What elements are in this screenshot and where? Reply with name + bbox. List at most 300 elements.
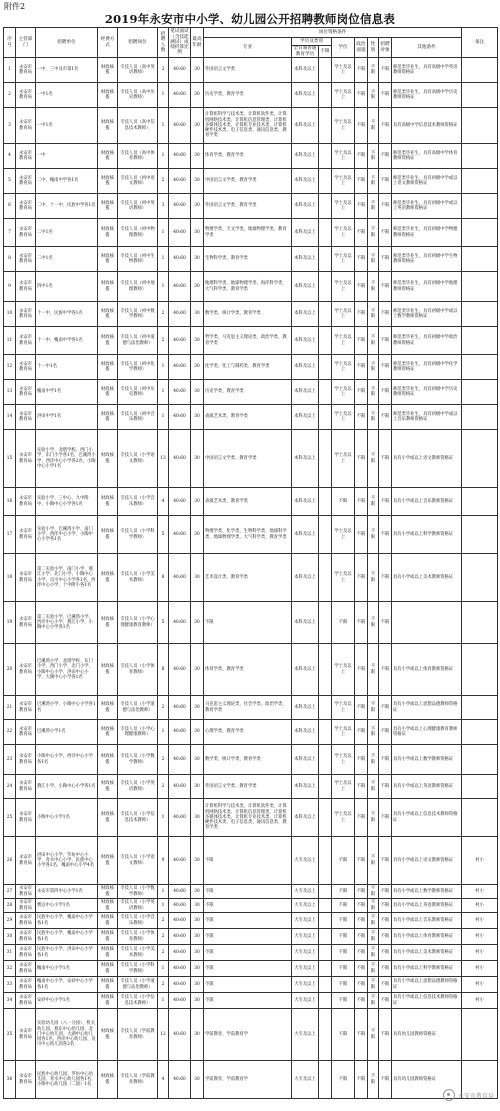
cell-unlimited [319,554,332,602]
cell-political: 不限 [355,745,368,775]
cell-fulltime-edu: 本科及以上 [292,58,319,83]
cell-ratio: 40:60 [169,488,191,516]
header-funding: 经费方式 [98,28,118,58]
cell-remark: 村小 [462,977,498,993]
cell-count: 1 [158,247,169,272]
cell-target: 不限 [379,516,392,554]
cell-fulltime-edu: 本科及以上 [292,720,319,745]
cell-remark [462,644,498,696]
cell-dept: 永安市教育局 [16,775,36,799]
cell-political: 不限 [355,993,368,1009]
cell-dept: 永安市教育局 [16,488,36,516]
cell-position: 专技人员（初中道德与法治教师） [118,327,158,355]
cell-unit: 十一中1名 [36,355,98,380]
header-unlimited: 不限 [319,46,332,58]
cell-major: 不限 [204,899,292,913]
cell-ratio: 40:60 [169,58,191,83]
cell-unit: 十一中、民族中学各1名 [36,302,98,327]
cell-unlimited [319,405,332,430]
cell-max-age: 30 [191,961,204,977]
cell-dept: 永安市教育局 [16,602,36,644]
cell-seq: 31 [4,945,16,961]
cell-funding: 财政核拨 [98,1061,118,1099]
cell-other: 师范类毕业生，具有初级中学生物教师资格证 [392,247,462,272]
cell-degree: 不限 [332,1061,355,1099]
positions-table [3,27,498,1099]
cell-major: 不限 [204,913,292,929]
cell-fulltime-edu: 大专及以上 [292,961,319,977]
cell-remark [462,108,498,144]
cell-ratio: 40:60 [169,745,191,775]
cell-target: 不限 [379,108,392,144]
cell-unlimited [319,194,332,219]
cell-unlimited [319,799,332,837]
cell-max-age: 30 [191,302,204,327]
cell-max-age: 30 [191,380,204,405]
cell-unit: 民族中心小学、洪田中心小学各1名 [36,945,98,961]
cell-dept: 永安市教育局 [16,302,36,327]
cell-fulltime-edu: 大专及以上 [292,929,319,945]
cell-major: 外国语言文学类 [204,58,292,83]
cell-unit: 永安市第四中心小学1名 [36,885,98,899]
cell-political: 不限 [355,272,368,302]
cell-unit: 一中、三中及市第1名 [36,58,98,83]
cell-major: 数学类、统计学类、教育学类 [204,302,292,327]
cell-unlimited [319,516,332,554]
cell-unlimited [319,430,332,488]
cell-political: 不限 [355,929,368,945]
cell-major: 表演艺术类、教育学类 [204,488,292,516]
cell-degree: 不限 [332,977,355,993]
cell-major: 马克思主义理论类、社会学类、政治学类、教育学类 [204,696,292,720]
cell-target: 不限 [379,602,392,644]
cell-degree: 不限 [332,885,355,899]
cell-major: 外国语言文学类、教育学类 [204,194,292,219]
cell-funding: 财政核拨 [98,602,118,644]
cell-target: 不限 [379,644,392,696]
cell-unit: 实验幼儿园（八一分园）、机关幼儿园、燕东中心幼儿园、北门中心幼儿园、大湖中心幼儿园各1名，西洋中心幼儿园、贡川中心幼儿园各2名 [36,1009,98,1061]
cell-count: 2 [158,913,169,929]
cell-other: 具有小学或以上体育教师资格证 [392,644,462,696]
table-row [4,929,498,945]
cell-degree: 学士及以上 [332,720,355,745]
cell-target: 不限 [379,899,392,913]
cell-target: 不限 [379,1061,392,1099]
cell-gender: 不限 [368,1061,379,1099]
document-title: 2019年永安市中小学、幼儿园公开招聘教师岗位信息表 [104,12,396,26]
cell-remark: 村小 [462,993,498,1009]
cell-degree: 学士及以上 [332,516,355,554]
cell-other: 具有小学或以上科学教师资格证 [392,516,462,554]
cell-remark [462,430,498,488]
cell-gender: 不限 [368,247,379,272]
table-row [4,327,498,355]
cell-major: 不限 [204,993,292,1009]
cell-gender: 不限 [368,929,379,945]
table-row [4,554,498,602]
cell-other: 师范类毕业生，具有高级中学英语教师资格证 [392,58,462,83]
cell-degree: 学士及以上 [332,58,355,83]
cell-unlimited [319,885,332,899]
cell-count: 1 [158,799,169,837]
cell-position: 专技人员（小学数学教师） [118,885,158,899]
cell-remark: 村小 [462,961,498,977]
cell-max-age: 30 [191,720,204,745]
cell-degree: 不限 [332,602,355,644]
cell-other: 具有小学或以上数学教师资格证 [392,885,462,899]
cell-seq: 28 [4,899,16,913]
cell-other: 师范类毕业生，具有初级中学或以上数学教师资格证 [392,302,462,327]
cell-degree: 不限 [332,993,355,1009]
cell-remark [462,58,498,83]
cell-political: 不限 [355,885,368,899]
cell-remark [462,272,498,302]
header-seq: 序号 [4,28,16,58]
cell-major: 体育学类、教育学类 [204,144,292,169]
cell-position: 专技人员（初中音乐教师） [118,405,158,430]
cell-other: 具有小学或以上音乐教师资格证 [392,913,462,929]
cell-dept: 永安市教育局 [16,837,36,885]
cell-unlimited [319,83,332,108]
cell-degree: 不限 [332,837,355,885]
cell-count: 2 [158,945,169,961]
cell-degree: 学士及以上 [332,644,355,696]
cell-gender: 不限 [368,554,379,602]
cell-fulltime-edu: 大专及以上 [292,899,319,913]
cell-remark [462,554,498,602]
cell-gender: 不限 [368,169,379,194]
cell-remark [462,1009,498,1061]
cell-other: 具有小学或以上英语教师资格证 [392,775,462,799]
cell-count: 2 [158,58,169,83]
cell-target: 不限 [379,355,392,380]
table-row [4,993,498,1009]
cell-political: 不限 [355,977,368,993]
cell-count: 2 [158,169,169,194]
cell-fulltime-edu: 本科及以上 [292,169,319,194]
cell-other: 具有高级中学信息技术教师资格证 [392,108,462,144]
cell-dept: 永安市教育局 [16,745,36,775]
cell-other: 师范类毕业生，具有初级中学化学教师资格证 [392,355,462,380]
cell-position: 专技人员（初中数学教师） [118,302,158,327]
cell-target: 不限 [379,993,392,1009]
cell-ratio: 40:60 [169,696,191,720]
header-remark: 备注 [462,28,498,58]
cell-gender: 不限 [368,961,379,977]
cell-gender: 不限 [368,194,379,219]
cell-funding: 财政核拨 [98,929,118,945]
cell-ratio: 40:60 [169,945,191,961]
cell-funding: 财政核拨 [98,169,118,194]
cell-max-age: 30 [191,144,204,169]
cell-funding: 财政核拨 [98,108,118,144]
cell-degree: 学士及以上 [332,554,355,602]
cell-max-age: 30 [191,272,204,302]
cell-count: 9 [158,837,169,885]
cell-degree: 不限 [332,899,355,913]
cell-other: 师范类毕业生，具有初级中学或以上英语教师资格证 [392,194,462,219]
cell-position: 专技人员（初中地理教师） [118,272,158,302]
cell-position: 专技人员（小学英语教师） [118,775,158,799]
cell-target: 不限 [379,961,392,977]
cell-unit: 一中1名 [36,108,98,144]
cell-seq: 20 [4,644,16,696]
cell-other: 具有小学或以上信息技术教师资格证 [392,993,462,1009]
cell-unit: 槐南中心小学1名 [36,961,98,977]
cell-ratio: 40:60 [169,554,191,602]
cell-dept: 永安市教育局 [16,720,36,745]
cell-funding: 财政核拨 [98,1009,118,1061]
cell-seq: 32 [4,961,16,977]
cell-remark [462,405,498,430]
table-row [4,430,498,488]
cell-seq: 5 [4,169,16,194]
cell-political: 不限 [355,219,368,247]
cell-target: 不限 [379,488,392,516]
cell-fulltime-edu: 本科及以上 [292,488,319,516]
cell-seq: 35 [4,1009,16,1061]
cell-ratio: 40:60 [169,993,191,1009]
cell-fulltime-edu: 本科及以上 [292,108,319,144]
cell-unit: 第二实验小学、南门小学、燕江小学、北门小学、小陶中心小学、贡川中心小学各1名，西洋中心小学、十中附小各1名 [36,554,98,602]
cell-ratio: 40:60 [169,961,191,977]
wechat-logo-icon [443,1089,455,1101]
cell-target: 不限 [379,554,392,602]
cell-funding: 财政核拨 [98,720,118,745]
cell-other: 具有小学或以上英语教师资格证 [392,899,462,913]
cell-dept: 永安市教育局 [16,355,36,380]
cell-target: 不限 [379,58,392,83]
cell-max-age: 30 [191,327,204,355]
cell-political: 不限 [355,144,368,169]
cell-funding: 财政核拨 [98,380,118,405]
cell-fulltime-edu: 本科及以上 [292,405,319,430]
cell-target: 不限 [379,405,392,430]
cell-degree: 学士及以上 [332,380,355,405]
cell-unlimited [319,929,332,945]
cell-other: 师范类毕业生，具有高级中学体育教师资格证 [392,144,462,169]
table-row [4,488,498,516]
cell-political: 不限 [355,644,368,696]
cell-target: 不限 [379,799,392,837]
table-row [4,169,498,194]
cell-other: 具有小学或以上美术教师资格证 [392,945,462,961]
cell-count: 2 [158,696,169,720]
cell-position: 专技人员（小学信息技术教师） [118,993,158,1009]
cell-seq: 21 [4,696,16,720]
cell-other: 具有小学或以上体育教师资格证 [392,929,462,945]
cell-unit: 二中、槐南中学各1名 [36,169,98,194]
cell-count: 2 [158,929,169,945]
cell-position: 专技人员（小学心理健康教师） [118,720,158,745]
cell-max-age: 30 [191,885,204,899]
cell-political: 不限 [355,799,368,837]
cell-other: 师范类毕业生，具有初级中学物理教师资格证 [392,219,462,247]
cell-remark [462,745,498,775]
cell-unit: 安砂中心小学1名 [36,993,98,1009]
cell-degree: 学士及以上 [332,144,355,169]
cell-unlimited [319,961,332,977]
cell-target: 不限 [379,1009,392,1061]
cell-political: 不限 [355,516,368,554]
cell-seq: 33 [4,977,16,993]
cell-major: 生物科学类、教育学类 [204,247,292,272]
cell-political: 不限 [355,405,368,430]
cell-unlimited [319,108,332,144]
cell-gender: 不限 [368,516,379,554]
cell-political: 不限 [355,302,368,327]
cell-position: 专技人员（初中化学教师） [118,355,158,380]
cell-max-age: 30 [191,194,204,219]
header-other: 其他条件 [392,38,462,58]
cell-seq: 27 [4,885,16,899]
cell-ratio: 40:60 [169,247,191,272]
cell-funding: 财政核拨 [98,745,118,775]
cell-unit: 一中1名 [36,83,98,108]
cell-unlimited [319,1061,332,1099]
cell-remark [462,144,498,169]
cell-position: 专技人员（小学音乐教师） [118,488,158,516]
cell-max-age: 30 [191,602,204,644]
cell-gender: 不限 [368,430,379,488]
cell-funding: 财政核拨 [98,696,118,720]
attachment-label: 附件2 [4,2,26,11]
cell-seq: 12 [4,355,16,380]
cell-count: 2 [158,775,169,799]
cell-count: 5 [158,602,169,644]
cell-unit: 洪田中心小学、罗坊中心小学、青水中心小学、民族中心小学各2名，槐南中心小学4名 [36,837,98,885]
cell-unit: 小陶中心小学、西洋中心小学各1名 [36,745,98,775]
cell-ratio: 40:60 [169,108,191,144]
cell-unlimited [319,745,332,775]
cell-dept: 永安市教育局 [16,272,36,302]
watermark [443,1089,494,1101]
cell-gender: 不限 [368,720,379,745]
cell-dept: 永安市教育局 [16,696,36,720]
cell-political: 不限 [355,837,368,885]
cell-degree: 学士及以上 [332,219,355,247]
cell-funding: 财政核拨 [98,644,118,696]
cell-gender: 不限 [368,945,379,961]
cell-seq: 15 [4,430,16,488]
cell-major: 不限 [204,885,292,899]
cell-political: 不限 [355,720,368,745]
cell-seq: 34 [4,993,16,1009]
cell-max-age: 30 [191,775,204,799]
cell-gender: 不限 [368,380,379,405]
cell-seq: 16 [4,488,16,516]
cell-political: 不限 [355,961,368,977]
cell-unit: 第二实验小学、巴溪湾小学、西洋中心小学、燕江小学、小陶中心小学各1名 [36,602,98,644]
cell-fulltime-edu: 本科及以上 [292,302,319,327]
cell-gender: 不限 [368,993,379,1009]
cell-gender: 不限 [368,1009,379,1061]
cell-count: 1 [158,993,169,1009]
table-row [4,144,498,169]
table-row [4,247,498,272]
cell-major: 不限 [204,602,292,644]
cell-ratio: 40:60 [169,219,191,247]
cell-unit: 槐南中学1名 [36,380,98,405]
cell-unit: 燕江小学、小陶中心小学各1名 [36,775,98,799]
cell-count: 2 [158,977,169,993]
cell-seq: 23 [4,745,16,775]
cell-major: 历史学类、教育学类 [204,380,292,405]
cell-ratio: 40:60 [169,899,191,913]
cell-major: 体育学类、教育学类 [204,644,292,696]
cell-other: 具有小学或以上科学教师资格证 [392,961,462,977]
cell-fulltime-edu: 本科及以上 [292,247,319,272]
cell-remark: 村小 [462,837,498,885]
cell-remark [462,355,498,380]
cell-position: 专技人员（高中信息技术教师） [118,108,158,144]
cell-unlimited [319,302,332,327]
cell-political: 不限 [355,355,368,380]
cell-max-age: 30 [191,644,204,696]
cell-target: 不限 [379,247,392,272]
cell-seq: 9 [4,272,16,302]
cell-position: 专技人员（小学道德与法治教师） [118,977,158,993]
header-dept: 主管部门 [16,28,36,58]
cell-major: 心理学类、教育学类 [204,720,292,745]
cell-unlimited [319,977,332,993]
cell-position: 专技人员（学前教育教师） [118,1009,158,1061]
header-unit: 招聘单位 [36,28,98,58]
cell-unlimited [319,899,332,913]
cell-unlimited [319,696,332,720]
cell-count: 1 [158,405,169,430]
cell-unlimited [319,945,332,961]
cell-political: 不限 [355,169,368,194]
cell-ratio: 40:60 [169,430,191,488]
watermark-text: 永安市教育局 [457,1092,494,1100]
table-row [4,885,498,899]
cell-position: 专技人员（小学美术教师） [118,945,158,961]
cell-position: 专技人员（小学语文教师） [118,430,158,488]
cell-degree: 不限 [332,961,355,977]
cell-target: 不限 [379,169,392,194]
cell-unlimited [319,272,332,302]
cell-major: 不限 [204,945,292,961]
cell-max-age: 30 [191,745,204,775]
cell-unlimited [319,247,332,272]
cell-fulltime-edu: 大专及以上 [292,1061,319,1099]
cell-gender: 不限 [368,355,379,380]
cell-seq: 4 [4,144,16,169]
cell-other: 师范类毕业生，具有初级中学地理教师资格证 [392,272,462,302]
cell-funding: 财政核拨 [98,993,118,1009]
cell-ratio: 40:60 [169,169,191,194]
cell-ratio: 40:60 [169,302,191,327]
cell-gender: 不限 [368,913,379,929]
cell-seq: 22 [4,720,16,745]
cell-funding: 财政核拨 [98,885,118,899]
cell-degree: 不限 [332,913,355,929]
cell-count: 1 [158,380,169,405]
cell-dept: 永安市教育局 [16,913,36,929]
cell-ratio: 40:60 [169,516,191,554]
cell-fulltime-edu: 大专及以上 [292,977,319,993]
cell-major: 不限 [204,837,292,885]
cell-funding: 财政核拨 [98,516,118,554]
cell-ratio: 40:60 [169,272,191,302]
cell-unit: 小陶中心小学1名 [36,799,98,837]
table-row [4,58,498,83]
cell-max-age: 30 [191,945,204,961]
cell-target: 不限 [379,945,392,961]
cell-ratio: 40:60 [169,327,191,355]
cell-position: 专技人员（高中体育教师） [118,144,158,169]
